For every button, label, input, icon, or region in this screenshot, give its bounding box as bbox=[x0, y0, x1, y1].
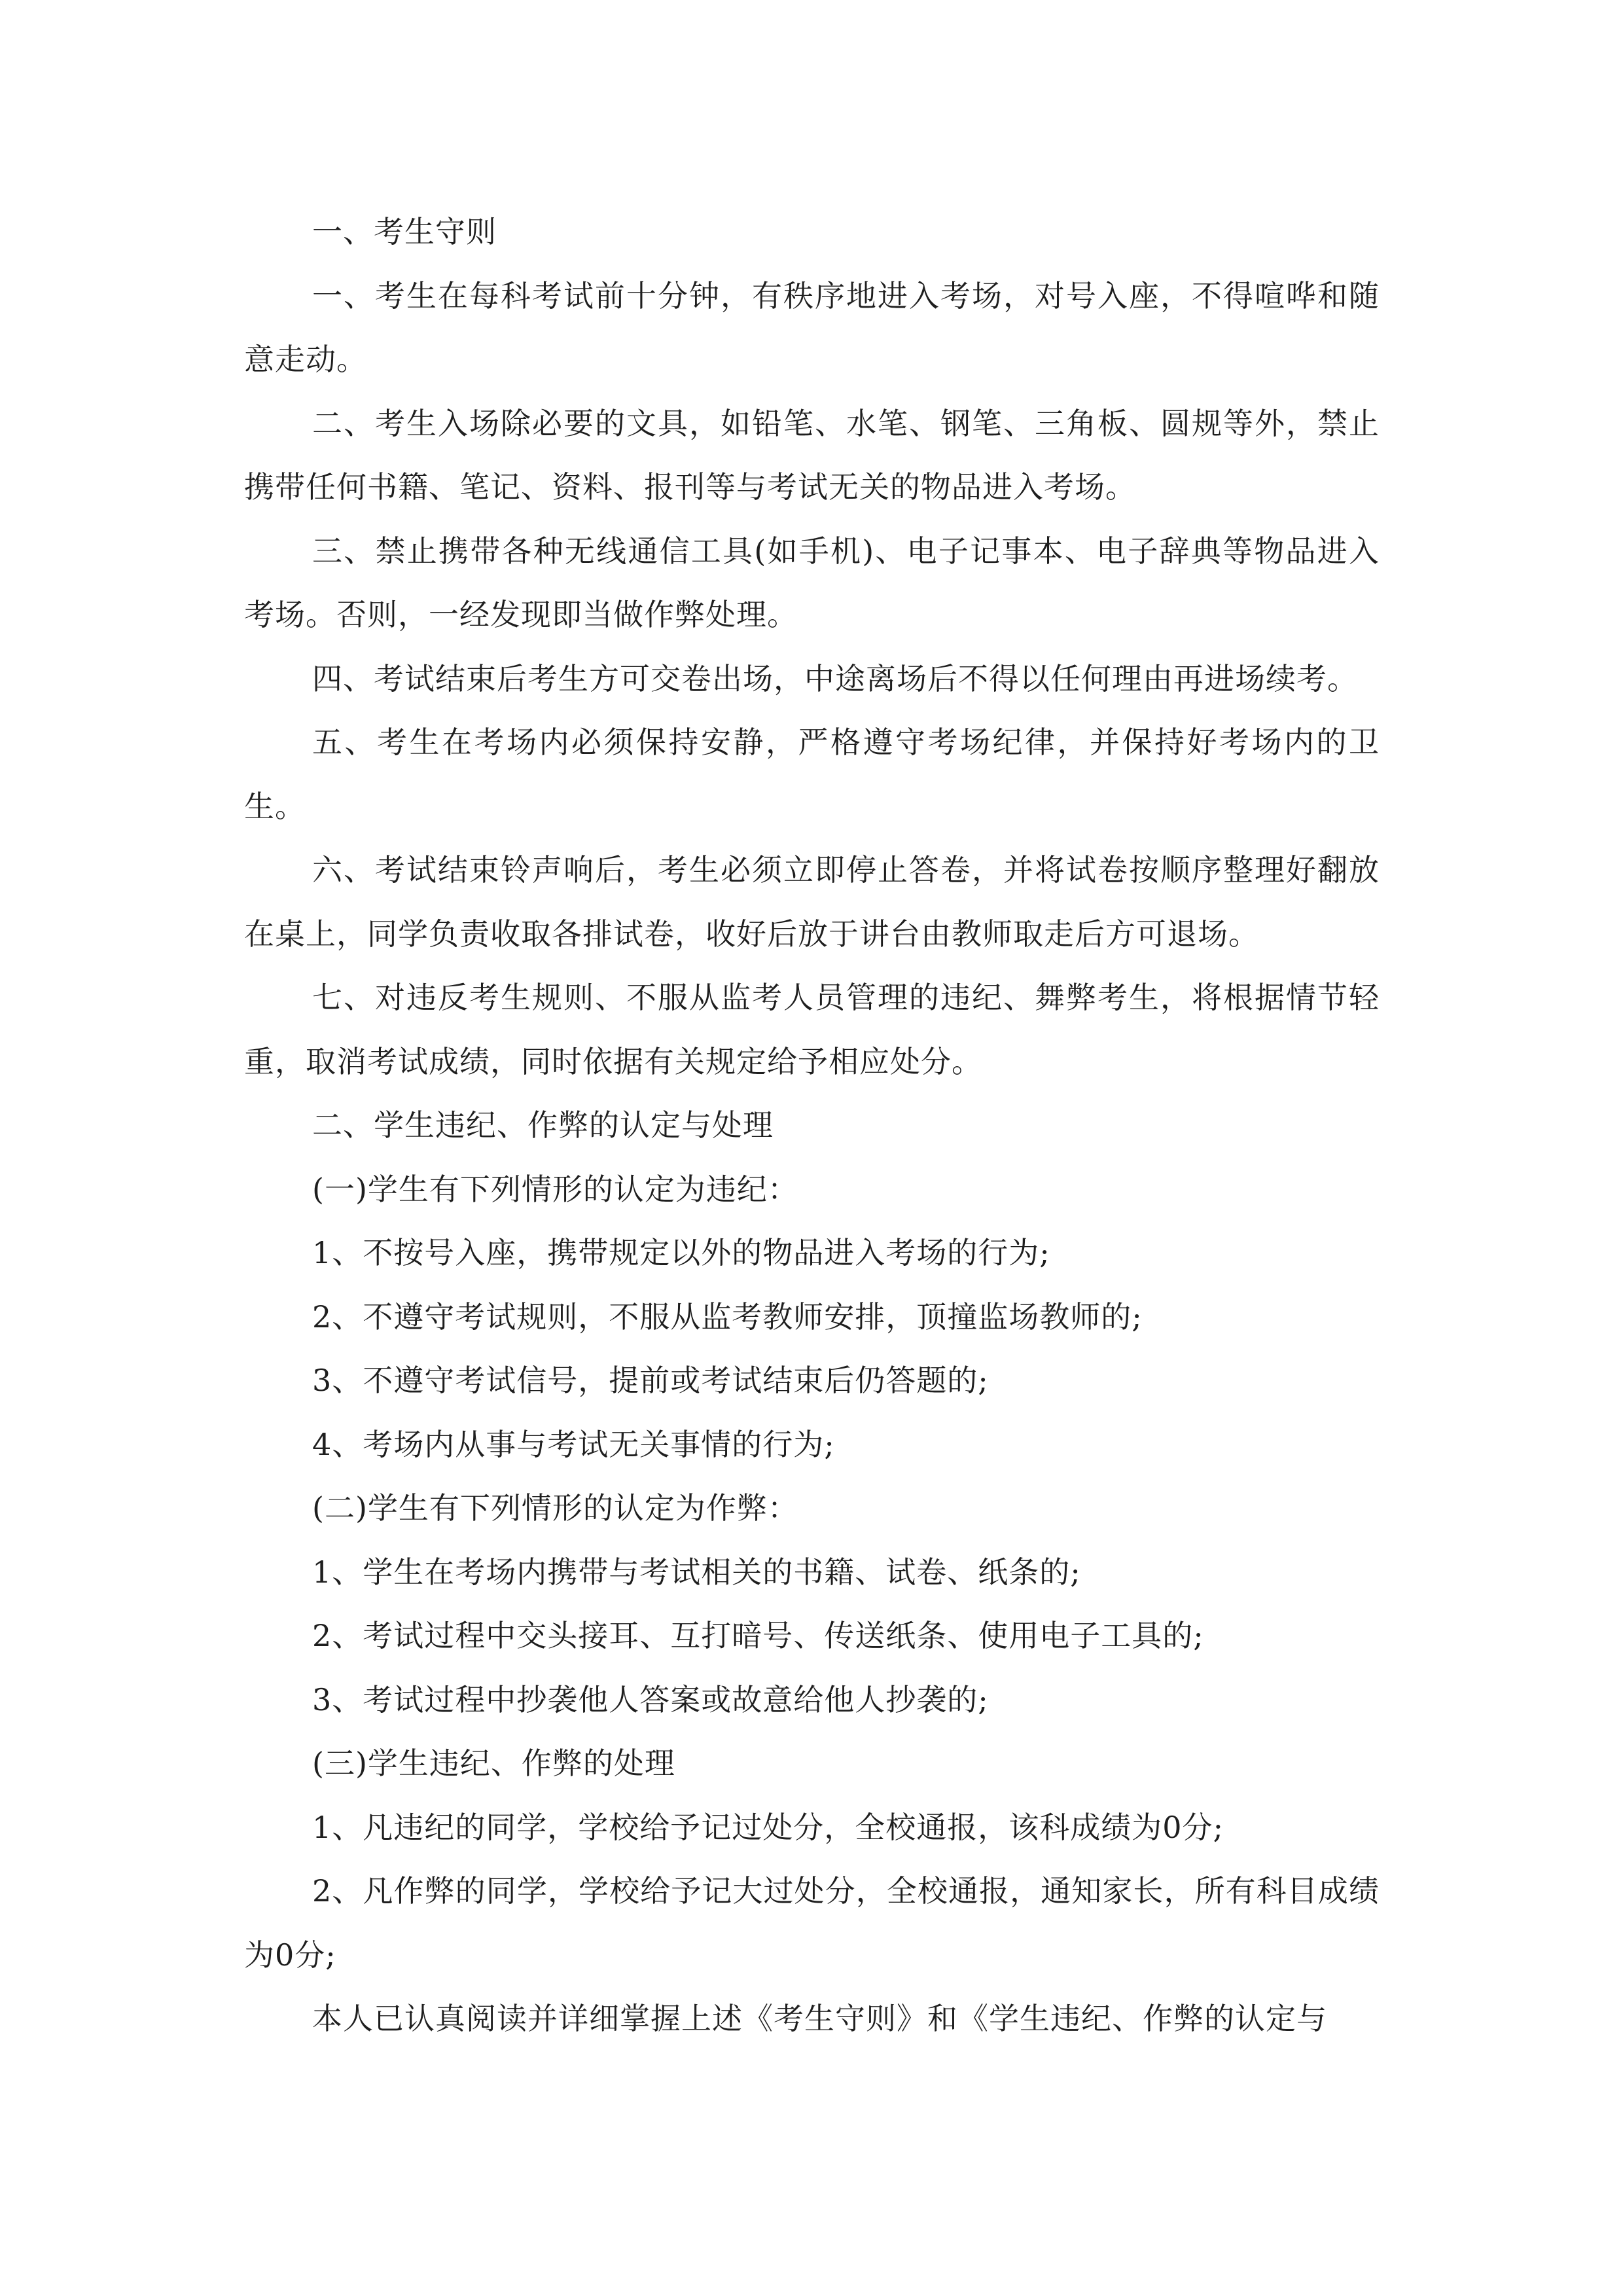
document-body bbox=[244, 200, 1380, 2051]
section-heading: 一、考生守则 bbox=[312, 214, 497, 249]
rule-paragraph: 一、考生在每科考试前十分钟，有秩序地进入考场，对号入座，不得喧哗和随意走动。 bbox=[244, 278, 1380, 377]
subsection-heading: (三)学生违纪、作弊的处理 bbox=[312, 1746, 675, 1781]
rule-paragraph: 二、考生入场除必要的文具，如铅笔、水笔、钢笔、三角板、圆规等外，禁止携带任何书籍、笔记、资料、报刊等与考试无关的物品进入考场。 bbox=[244, 405, 1380, 505]
rule-paragraph: 三、禁止携带各种无线通信工具(如手机)、电子记事本、电子辞典等物品进入考场。否则，一经发现即当做作弊处理。 bbox=[244, 533, 1380, 632]
list-item: 4、考场内从事与考试无关事情的行为; bbox=[312, 1426, 835, 1462]
rule-paragraph: 五、考生在考场内必须保持安静，严格遵守考场纪律，并保持好考场内的卫生。 bbox=[244, 725, 1380, 824]
rule-paragraph: 六、考试结束铃声响后，考生必须立即停止答卷，并将试卷按顺序整理好翻放在桌上，同学负责收取各排试卷，收好后放于讲台由教师取走后方可退场。 bbox=[244, 852, 1380, 952]
list-item: 1、凡违纪的同学，学校给予记过处分，全校通报，该科成绩为0分; bbox=[312, 1809, 1224, 1845]
list-item: 1、学生在考场内携带与考试相关的书籍、试卷、纸条的; bbox=[312, 1554, 1081, 1590]
list-item: 1、不按号入座，携带规定以外的物品进入考场的行为; bbox=[312, 1235, 1050, 1270]
list-item: 3、不遵守考试信号，提前或考试结束后仍答题的; bbox=[312, 1363, 989, 1398]
subsection-heading: (一)学生有下列情形的认定为违纪： bbox=[312, 1171, 798, 1207]
list-item: 2、凡作弊的同学，学校给予记大过处分，全校通报，通知家长，所有科目成绩为0分; bbox=[244, 1873, 1380, 1973]
list-item: 3、考试过程中抄袭他人答案或故意给他人抄袭的; bbox=[312, 1681, 989, 1717]
list-item: 2、考试过程中交头接耳、互打暗号、传送纸条、使用电子工具的; bbox=[312, 1618, 1204, 1653]
declaration-paragraph: 本人已认真阅读并详细掌握上述《考生守则》和《学生违纪、作弊的认定与 bbox=[312, 2001, 1327, 2036]
list-item: 2、不遵守考试规则，不服从监考教师安排，顶撞监场教师的; bbox=[312, 1299, 1143, 1335]
subsection-heading: (二)学生有下列情形的认定为作弊： bbox=[312, 1490, 798, 1526]
rule-paragraph: 四、考试结束后考生方可交卷出场，中途离场后不得以任何理由再进场续考。 bbox=[312, 660, 1358, 696]
rule-paragraph: 七、对违反考生规则、不服从监考人员管理的违纪、舞弊考生，将根据情节轻重，取消考试成绩，同时依据有关规定给予相应处分。 bbox=[244, 980, 1380, 1079]
section-heading: 二、学生违纪、作弊的认定与处理 bbox=[312, 1107, 774, 1143]
